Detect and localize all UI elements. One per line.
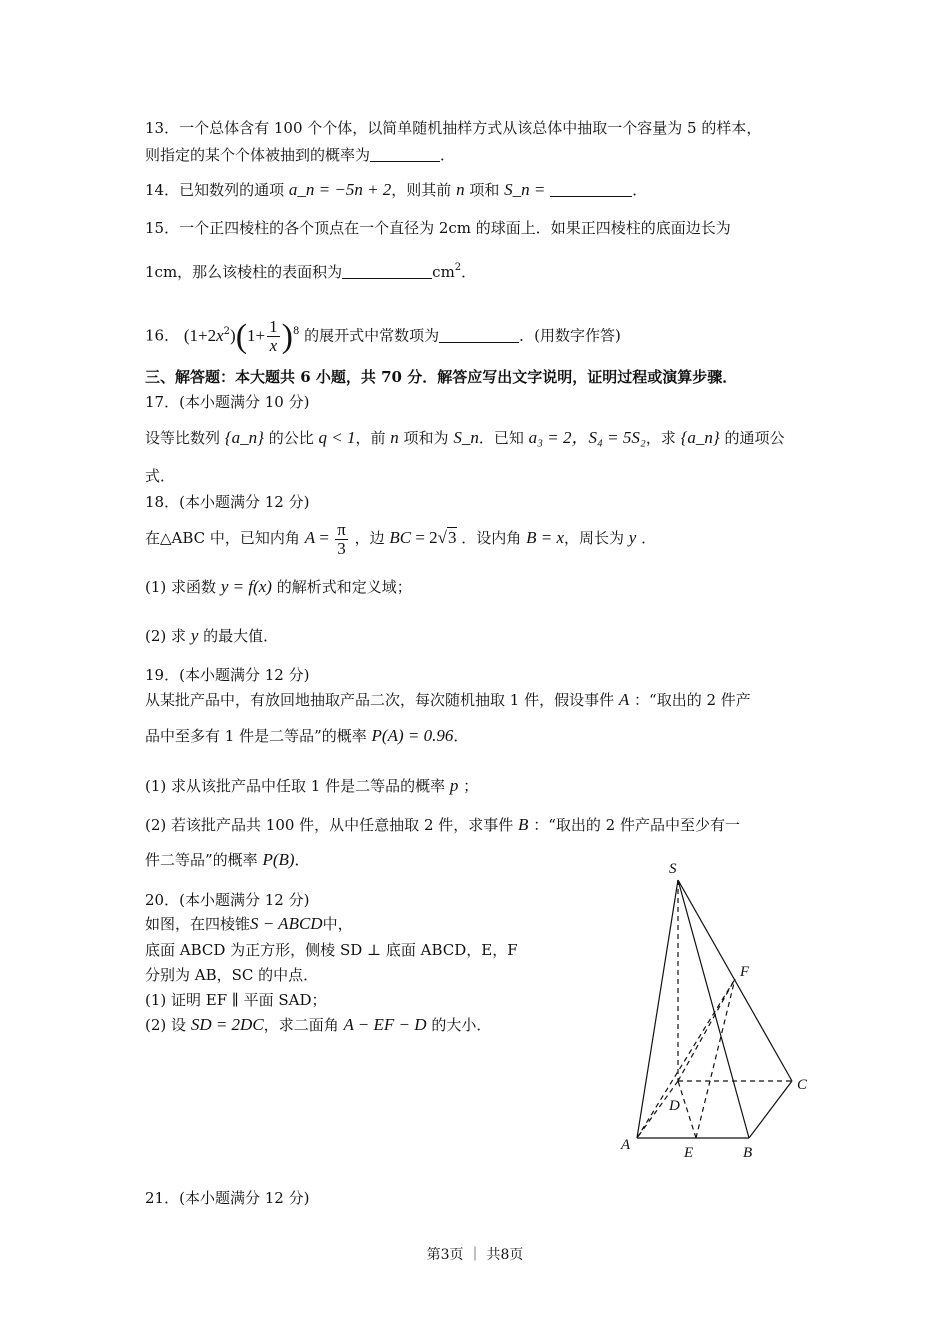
q18-line1 (145, 518, 656, 558)
q18-text: 在△ABC 中，已知内角 (145, 529, 300, 547)
q17-text: 的通项公 (724, 429, 785, 447)
q17-text: ．已知 (478, 429, 524, 447)
q19-text: 件二等品”的概率 (145, 851, 258, 869)
q19-text: 品中至多有 1 件是二等品”的概率 (145, 727, 367, 745)
q14-end: ． (632, 181, 648, 199)
q13-line2 (145, 145, 455, 165)
edge-df (678, 979, 735, 1081)
q16-suffix: 的展开式中常数项为 (304, 326, 440, 345)
q18-angle: A = $\frac{\pi}{3}$ (304, 519, 346, 558)
q14-n: n (456, 180, 465, 199)
label-b: B (743, 1145, 753, 1161)
q19-text: ：“取出的 2 件产 (634, 691, 751, 709)
q16-end: ．(用数字作答) (519, 326, 621, 345)
edge-ef (696, 979, 735, 1138)
q16-prefix: 16． (145, 326, 180, 345)
q19-line1 (145, 690, 751, 710)
q21-header: 21．(本小题满分 12 分) (145, 1189, 310, 1207)
q14-formula: a_n = −5n + 2 (288, 180, 392, 199)
q17-text: 项和为 (403, 429, 449, 447)
q14-sn: S_n = (504, 180, 546, 199)
q20-header: 20．(本小题满分 12 分) (145, 891, 310, 909)
q15-text: 1cm，那么该棱柱的表面积为 (145, 263, 343, 281)
q20-part2 (145, 1015, 491, 1035)
q19-text: (2) 若该批产品共 100 件，从中任意抽取 2 件，求事件 (145, 816, 514, 834)
q13-line1: 13．一个总体含有 100 个个体，以简单随机抽样方式从该总体中抽取一个容量为 5 的样本， (145, 119, 762, 137)
q20-line3: 分别为 AB，SC 的中点． (145, 966, 319, 984)
q20-sd: SD = 2DC (190, 1015, 264, 1034)
q15-unit: cm (432, 263, 455, 281)
q15-line1: 15．一个正四棱柱的各个顶点在一个直径为 2cm 的球面上．如果正四棱柱的底面边长为 (145, 219, 731, 237)
q18-function: y = f(x) (220, 577, 272, 596)
label-d: D (669, 1098, 680, 1114)
q18-side: BC = 2√3 (389, 528, 457, 547)
q20-text: 中， (322, 915, 353, 933)
q19-header: 19．(本小题满分 12 分) (145, 666, 310, 684)
q18-text: ，边 (354, 529, 385, 547)
q20-text: ，求二面角 (263, 1016, 339, 1034)
q19-line3 (145, 850, 310, 870)
answer-blank (439, 328, 519, 343)
q17-line1 (145, 428, 785, 448)
q17-ratio: q < 1 (318, 428, 356, 447)
q18-angle-b: B = x (526, 528, 564, 547)
q18-text: ．设内角 (461, 529, 522, 547)
answer-blank (550, 182, 632, 197)
q16-expression: $(1+2x^2)(1+$ $\frac{1}{x}$ )$^8$ (183, 317, 300, 355)
q19-text: 从某批产品中，有放回地抽取产品二次，每次随机抽取 1 件，假设事件 (145, 691, 615, 709)
q20-line1 (145, 914, 353, 934)
q18-text: (1) 求函数 (145, 578, 217, 596)
edge-bc (749, 1081, 792, 1138)
q18-text: ，周长为 (564, 529, 625, 547)
q15-line2 (145, 258, 476, 282)
q14-prefix: 14．已知数列的通项 (145, 181, 285, 199)
q20-part1: (1) 证明 EF ∥ 平面 SAD； (145, 991, 327, 1009)
q19-prob-b: P(B) (262, 850, 295, 869)
q18-y: y (190, 626, 199, 645)
q15-end: ． (461, 263, 477, 281)
q19-prob-a: P(A) = 0.96 (371, 726, 454, 745)
q17-text: ，求 (645, 429, 676, 447)
answer-blank (342, 264, 432, 279)
q18-perimeter: y (628, 528, 637, 547)
q17-n: n (390, 428, 399, 447)
q19-text: ． (294, 851, 310, 869)
section-heading: 三、解答题：本大题共 6 小题，共 70 分．解答应写出文字说明，证明过程或演算步骤． (145, 368, 738, 386)
q18-text: 的最大值． (203, 627, 279, 645)
q17-header: 17．(本小题满分 10 分) (145, 393, 310, 411)
q14-middle: ，则其前 (391, 181, 452, 199)
q17-text: ，前 (355, 429, 386, 447)
q18-part2 (145, 626, 278, 646)
q19-text: ． (453, 727, 469, 745)
q17-line2: 式． (145, 467, 176, 485)
edge-ed (678, 1081, 696, 1138)
q20-dihedral: A − EF − D (343, 1015, 427, 1034)
q19-event-a: A (618, 690, 630, 709)
q20-text: 如图，在四棱锥 (145, 915, 251, 933)
q19-text: (1) 求从该批产品中任取 1 件是二等品的概率 (145, 777, 446, 795)
q20-text: (2) 设 (145, 1016, 187, 1034)
q13-end: ． (440, 146, 456, 164)
label-s: S (669, 861, 677, 877)
q18-text: 的解析式和定义域； (276, 578, 412, 596)
q18-header: 18．(本小题满分 12 分) (145, 493, 310, 511)
q19-text: ：“取出的 2 件产品中至少有一 (533, 816, 740, 834)
q20-pyramid: S − ABCD (250, 914, 323, 933)
q14-middle2: 项和 (469, 181, 500, 199)
q15-unit-exp: 2 (454, 262, 462, 273)
q17-sequence: {a_n} (224, 428, 264, 447)
q17-text: 设等比数列 (145, 429, 221, 447)
q19-part1 (145, 776, 478, 796)
q13-text: 则指定的某个个体被抽到的概率为 (145, 146, 371, 164)
q18-part1 (145, 577, 412, 597)
q18-text: ． (641, 529, 657, 547)
q17-sequence: {a_n} (680, 428, 720, 447)
q19-text: ； (463, 777, 479, 795)
q19-part2 (145, 815, 740, 835)
q18-text: (2) 求 (145, 627, 187, 645)
q17-sn: S_n (453, 428, 479, 447)
label-f: F (740, 964, 750, 980)
label-c: C (797, 1077, 808, 1093)
q17-text: 的公比 (268, 429, 314, 447)
page-footer: 第3页 ｜ 共8页 (426, 1247, 524, 1263)
answer-blank (370, 147, 440, 162)
q19-line2 (145, 726, 468, 746)
q14-line (145, 180, 647, 200)
q20-text: 的大小． (431, 1016, 492, 1034)
q19-p: p (449, 776, 459, 795)
label-e: E (684, 1145, 694, 1161)
q20-line2: 底面 ABCD 为正方形，侧棱 SD ⊥ 底面 ABCD，E，F (145, 941, 518, 959)
pyramid-figure (610, 855, 820, 1165)
label-a: A (621, 1137, 631, 1153)
q16-line (145, 318, 621, 355)
edge-af (637, 979, 735, 1138)
q17-conditions: a₃ = 2，S₄ = 5S₂ (528, 428, 646, 447)
q19-event-b: B (518, 815, 529, 834)
edge-sb (678, 880, 749, 1138)
